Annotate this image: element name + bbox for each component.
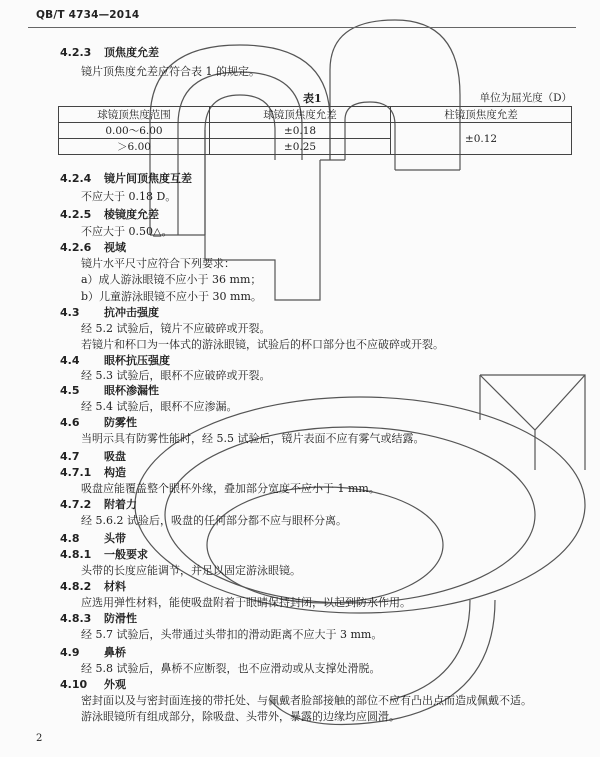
- section-number: 4.8.1: [60, 548, 92, 561]
- table-caption: 表1: [303, 92, 322, 105]
- paragraph: 头带的长度应能调节，并足以固定游泳眼镜。: [81, 564, 301, 577]
- list-item: a）成人游泳眼镜不应小于 36 mm；: [81, 273, 262, 286]
- section-title: 眼杯抗压强度: [104, 354, 170, 367]
- section-heading: [60, 306, 159, 320]
- paragraph: 当明示具有防雾性能时，经 5.5 试验后，镜片表面不应有雾气或结露。: [81, 432, 425, 445]
- section-number: 4.2.3: [60, 46, 92, 59]
- table-unit: 单位为屈光度（D）: [479, 92, 572, 104]
- section-title: 防滑性: [104, 612, 137, 625]
- table-header-cell: 球镜顶焦度允差: [210, 107, 391, 123]
- section-heading: [60, 532, 126, 546]
- section-heading: [60, 612, 137, 626]
- section-heading: [60, 354, 170, 368]
- section-heading: [60, 450, 126, 464]
- section-heading: [60, 498, 137, 512]
- section-number: 4.8.2: [60, 580, 92, 593]
- paragraph: 应选用弹性材料，能使吸盘附着于眼睛保持封闭，以起到防水作用。: [81, 596, 411, 609]
- section-number: 4.2.6: [60, 241, 92, 254]
- section-title: 顶焦度允差: [104, 46, 159, 59]
- section-title: 防雾性: [104, 416, 137, 429]
- section-number: 4.6: [60, 416, 80, 429]
- table-header-row: [59, 107, 572, 123]
- table-cell: 0.00～6.00: [59, 123, 210, 139]
- paragraph: 镜片水平尺寸应符合下列要求：: [81, 257, 235, 270]
- section-number: 4.3: [60, 306, 80, 319]
- paragraph: 若镜片和杯口为一体式的游泳眼镜，试验后的杯口部分也不应破碎或开裂。: [81, 338, 444, 351]
- section-heading: [60, 384, 159, 398]
- section-title: 吸盘: [104, 450, 126, 463]
- table-row: [59, 123, 572, 139]
- section-number: 4.7.2: [60, 498, 92, 511]
- section-title: 棱镜度允差: [104, 208, 159, 221]
- section-heading: [60, 208, 159, 222]
- paragraph: 经 5.6.2 试验后，吸盘的任何部分都不应与眼杯分离。: [81, 514, 347, 527]
- paragraph: 镜片顶焦度允差应符合表 1 的规定。: [81, 65, 260, 78]
- section-heading: [60, 678, 126, 692]
- section-number: 4.7.1: [60, 466, 92, 479]
- section-title: 外观: [104, 678, 126, 691]
- table-cell: ＞6.00: [59, 139, 210, 155]
- section-heading: [60, 580, 126, 594]
- section-number: 4.2.5: [60, 208, 92, 221]
- table-1: [58, 106, 572, 155]
- section-heading: [60, 46, 159, 60]
- section-heading: [60, 241, 126, 255]
- paragraph: 经 5.8 试验后，鼻桥不应断裂，也不应滑动或从支撑处滑脱。: [81, 662, 381, 675]
- section-number: 4.4: [60, 354, 80, 367]
- table-header-cell: 球镜顶焦度范围: [59, 107, 210, 123]
- table-cell: ±0.18: [210, 123, 391, 139]
- table-cell: ±0.25: [210, 139, 391, 155]
- table-header-cell: 柱镜顶焦度允差: [391, 107, 572, 123]
- section-number: 4.7: [60, 450, 80, 463]
- paragraph: 密封面以及与密封面连接的带托处、与佩戴者脸部接触的部位不应有凸出点而造成佩戴不适。: [81, 694, 532, 707]
- section-title: 一般要求: [104, 548, 148, 561]
- section-title: 视域: [104, 241, 126, 254]
- paragraph: 经 5.2 试验后，镜片不应破碎或开裂。: [81, 322, 271, 335]
- section-title: 镜片间顶焦度互差: [104, 172, 192, 185]
- paragraph: 不应大于 0.50△。: [81, 225, 173, 238]
- section-heading: [60, 548, 148, 562]
- section-heading: [60, 416, 137, 430]
- paragraph: 吸盘应能覆盖整个眼杯外缘，叠加部分宽度不应小于 1 mm。: [81, 482, 380, 495]
- paragraph: 不应大于 0.18 D。: [81, 190, 177, 203]
- section-title: 抗冲击强度: [104, 306, 159, 319]
- section-heading: [60, 646, 126, 660]
- section-title: 眼杯渗漏性: [104, 384, 159, 397]
- paragraph: 经 5.7 试验后，头带通过头带扣的滑动距离不应大于 3 mm。: [81, 628, 383, 641]
- standard-code: QB/T 4734—2014: [36, 9, 140, 21]
- paragraph: 经 5.4 试验后，眼杯不应渗漏。: [81, 400, 238, 413]
- section-number: 4.10: [60, 678, 88, 691]
- list-item: b）儿童游泳眼镜不应小于 30 mm。: [81, 290, 262, 303]
- header-rule: [28, 27, 576, 28]
- section-number: 4.8.3: [60, 612, 92, 625]
- section-title: 鼻桥: [104, 646, 126, 659]
- section-number: 4.2.4: [60, 172, 92, 185]
- page-number: 2: [36, 733, 43, 744]
- section-title: 构造: [104, 466, 126, 479]
- paragraph: 经 5.3 试验后，眼杯不应破碎或开裂。: [81, 369, 271, 382]
- section-number: 4.8: [60, 532, 80, 545]
- section-title: 材料: [104, 580, 126, 593]
- section-number: 4.5: [60, 384, 80, 397]
- section-number: 4.9: [60, 646, 80, 659]
- section-title: 头带: [104, 532, 126, 545]
- section-heading: [60, 172, 192, 186]
- paragraph: 游泳眼镜所有组成部分，除吸盘、头带外，暴露的边缘均应圆滑。: [81, 710, 400, 723]
- section-heading: [60, 466, 126, 480]
- table-cell: ±0.12: [391, 123, 572, 155]
- section-title: 附着力: [104, 498, 137, 511]
